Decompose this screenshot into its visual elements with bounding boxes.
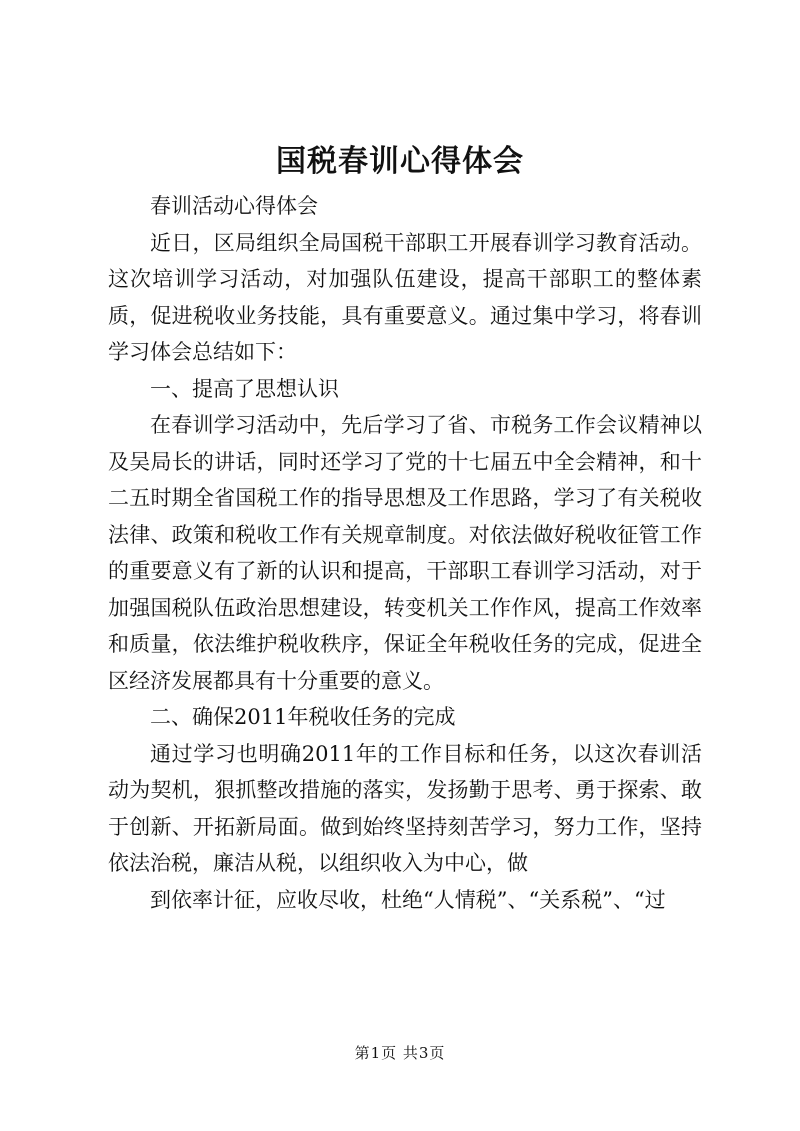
section-2-paragraph: 通过学习也明确2011年的工作目标和任务，以这次春训活动为契机，狠抓整改措施的落实，发扬勤于思考、勇于探索、敢于创新、开拓新局面。做到始终坚持刻苦学习，努力工作，坚持依法治税，廉洁从税，以组织收入为中心，做 [108,741,702,875]
section-heading-2: 二、确保2011年税收任务的完成 [150,705,456,729]
document-body [108,188,702,918]
section-heading-1: 一、提高了思想认识 [150,376,339,401]
intro-paragraph: 近日，区局组织全局国税干部职工开展春训学习教育活动。这次培训学习活动，对加强队伍建设，提高干部职工的整体素质，促进税收业务技能，具有重要意义。通过集中学习，将春训学习体会总结如下： [108,230,702,364]
subtitle-paragraph: 春训活动心得体会 [150,194,318,218]
continued-paragraph: 到依率计征，应收尽收，杜绝“人情税”、“关系税”、“过 [150,887,666,912]
section-1-paragraph: 在春训学习活动中，先后学习了省、市税务工作会议精神以及吴局长的讲话，同时还学习了党的十七届五中全会精神，和十二五时期全省国税工作的指导思想及工作思路，学习了有关税收法律、政策和税收工作有关规章制度。对依法做好税收征管工作的重要意义有了新的认识和提高，干部职工春训学习活动，对于加强国税队伍政治思想建设，转变机关工作作风，提高工作效率和质量，依法维护税收秩序，保证全年税收任务的完成，促进全区经济发展都具有十分重要的意义。 [108,413,702,693]
page-footer: 第1页 共3页 [354,1044,446,1062]
document-title: 国税春训心得体会 [276,144,524,179]
